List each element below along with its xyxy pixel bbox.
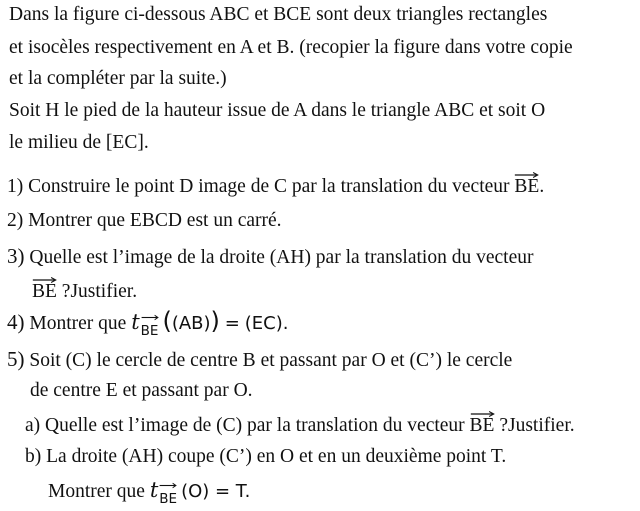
question-5-text-2: de centre E et passant par O.	[30, 380, 253, 401]
question-5b-label: b)	[25, 446, 42, 467]
question-4	[7, 307, 289, 339]
intro-line-2: et isocèles respectivement en A et B. (recopier la figure dans votre copie	[9, 37, 573, 58]
question-5b	[25, 445, 506, 469]
math-equals: =	[224, 313, 240, 334]
question-1-text: Construire le point D image de C par la translation du vecteur	[28, 176, 510, 197]
subscript-label: BE	[140, 323, 159, 339]
translation-symbol: t	[131, 310, 140, 334]
question-5b-text: La droite (AH) coupe (C’) en O et en un deuxième point T.	[46, 446, 507, 467]
question-3	[7, 244, 533, 270]
vector-label: BE	[514, 176, 540, 197]
math-right: (EC).	[244, 313, 289, 334]
subscript-label: BE	[159, 491, 178, 507]
paren-close: )	[210, 307, 220, 335]
math-left: (AB)	[171, 313, 211, 334]
intro-line-5: le milieu de [EC].	[9, 132, 149, 153]
translation-subscript	[141, 319, 159, 343]
vector-label: BE	[469, 415, 495, 436]
vector-be	[32, 278, 57, 304]
question-3-number: 3)	[7, 244, 25, 268]
question-5-text-1: Soit (C) le cercle de centre B et passant par O et (C’) le cercle	[29, 350, 513, 371]
question-5	[7, 347, 512, 373]
question-1-number: 1)	[7, 176, 24, 197]
question-2-text: Montrer que EBCD est un carré.	[28, 210, 282, 231]
paren-open: (	[162, 307, 172, 335]
vector-arrow-icon	[141, 315, 159, 320]
question-5a	[25, 412, 575, 438]
question-5b-continued	[48, 478, 250, 505]
question-3-text: Quelle est l’image de la droite (AH) par la translation du vecteur	[29, 247, 534, 268]
question-5a-end: ?Justifier.	[494, 415, 575, 436]
question-4-number: 4)	[7, 310, 25, 334]
question-2	[7, 209, 282, 233]
vector-be	[470, 412, 495, 438]
question-3-continued	[32, 278, 137, 304]
intro-line-4: Soit H le pied de la hauteur issue de A dans le triangle ABC et soit O	[9, 100, 546, 121]
vector-arrow-icon	[514, 172, 539, 178]
question-4-text: Montrer que	[29, 313, 127, 334]
question-1-end: .	[539, 176, 545, 197]
question-5b-text-2: Montrer que	[48, 481, 145, 502]
question-5a-label: a)	[25, 415, 41, 436]
translation-subscript	[159, 487, 177, 511]
question-5-number: 5)	[7, 347, 25, 371]
question-2-number: 2)	[7, 210, 24, 231]
question-1	[7, 173, 544, 199]
vector-arrow-icon	[32, 277, 57, 283]
vector-be	[514, 173, 539, 199]
vector-label: BE	[32, 281, 57, 302]
vector-arrow-icon	[159, 483, 177, 488]
question-5a-text: Quelle est l’image de (C) par la translation du vecteur	[45, 415, 465, 436]
intro-line-1: Dans la figure ci-dessous ABC et BCE sont deux triangles rectangles	[9, 4, 548, 25]
translation-symbol: t	[149, 478, 159, 502]
math-result: (O) = T.	[181, 481, 251, 502]
vector-arrow-icon	[470, 411, 495, 417]
question-3-end: ?Justifier.	[56, 281, 138, 302]
intro-line-3: et la compléter par la suite.)	[9, 68, 227, 89]
